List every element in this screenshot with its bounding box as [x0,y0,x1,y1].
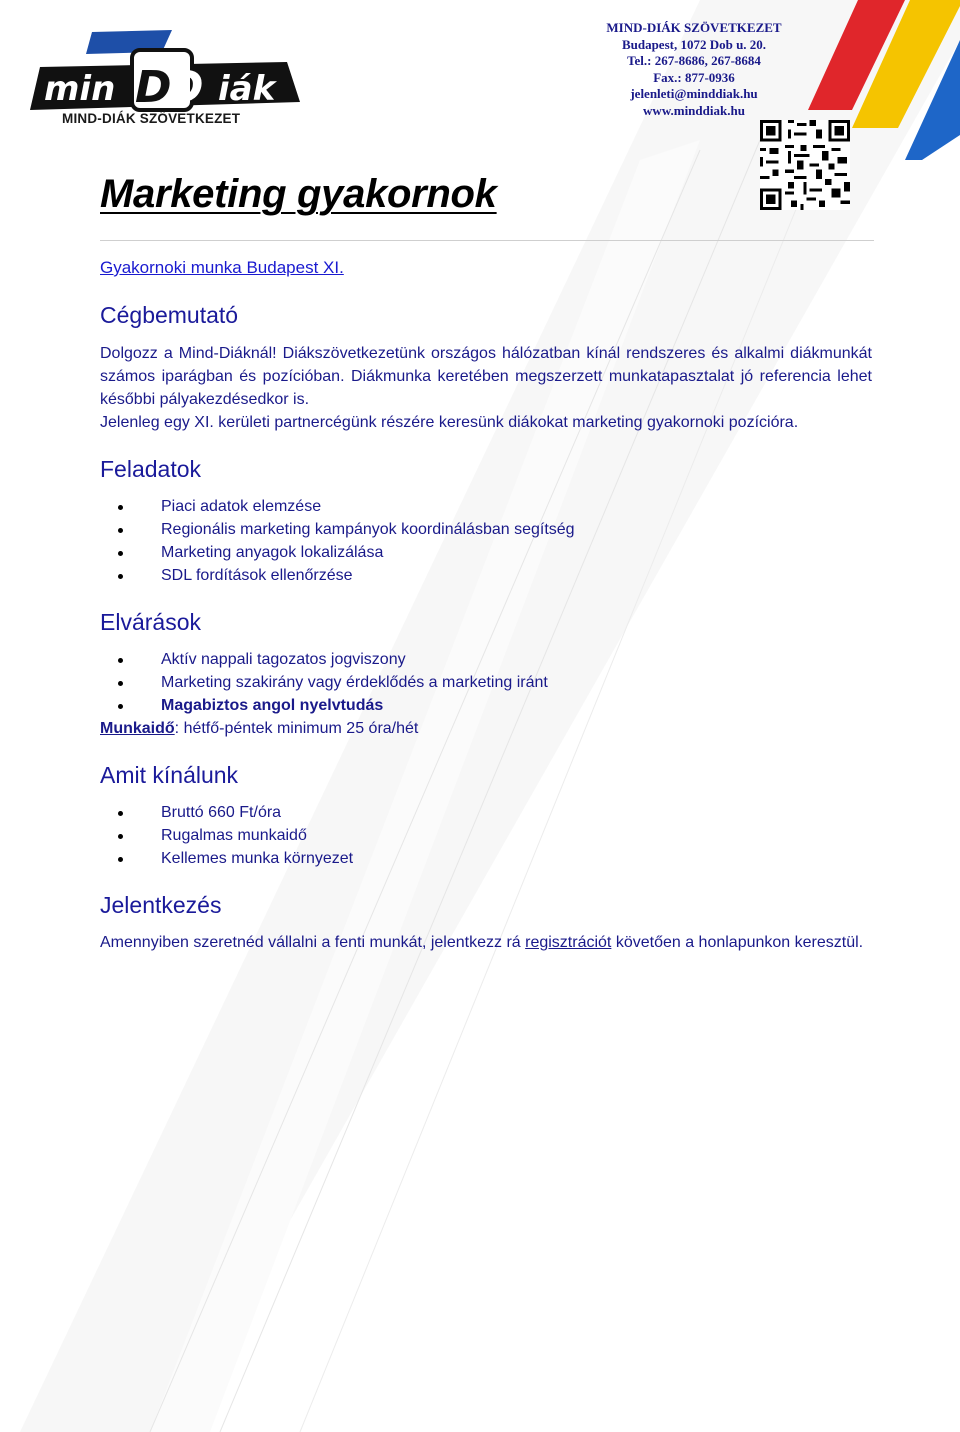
list-item: SDL fordítások ellenőrzése [100,564,575,587]
list-item: Kellemes munka környezet [100,847,353,870]
qr-code-icon [760,120,850,210]
list-item: Marketing szakirány vagy érdeklődés a marketing iránt [100,671,548,694]
logo-subtitle: MIND-DIÁK SZÖVETKEZET [62,111,241,126]
section-heading-company: Cégbemutató [100,302,239,328]
list-item: Aktív nappali tagozatos jogviszony [100,648,548,671]
contact-block [584,20,804,120]
list-item: Piaci adatok elemzése [100,495,575,518]
contact-fax: Fax.: 877-0936 [653,69,735,85]
worktime-value: : hétfő-péntek minimum 25 óra/hét [174,720,419,737]
list-item: Bruttó 660 Ft/óra [100,801,353,824]
company-text-1: Dolgozz a Mind-Diáknál! Diákszövetkezetünk országos hálózatban kínál rendszeres és alkalmi diákmunkát számos iparágban és pozícióban. Diákmunka keretében megszerzett munkatapasztalat jó referencia lehet későbbi pályakezdésedkor is. [100,345,872,408]
apply-text [100,931,872,954]
list-item: Rugalmas munkaidő [100,824,353,847]
title-divider [100,240,874,241]
company-text-2: Jelenleg egy XI. kerületi partnercégünk részére keresünk diákokat marketing gyakornoki pozícióra. [100,414,799,431]
contact-address: Budapest, 1072 Dob u. 20. [621,36,767,52]
section-heading-tasks: Feladatok [100,456,202,482]
registration-link[interactable]: regisztrációt [525,934,612,951]
requirements-list [100,648,548,717]
apply-text-before: Amennyiben szeretnéd vállalni a fenti munkát, jelentkezz rá [100,934,526,951]
list-item: Marketing anyagok lokalizálása [100,541,575,564]
contact-website[interactable]: www.minddiak.hu [643,102,745,118]
contact-email[interactable]: jelenleti@minddiak.hu [630,86,758,102]
section-heading-apply: Jelentkezés [100,892,222,918]
worktime-label: Munkaidő [100,720,175,737]
section-heading-requirements: Elvárások [100,609,201,635]
contact-phone: Tel.: 267-8686, 267-8684 [627,53,761,69]
job-location-link[interactable]: Gyakornoki munka Budapest XI. [100,258,344,277]
svg-text:D: D [167,62,204,113]
page-title: Marketing gyakornok [100,172,497,216]
list-item: Magabiztos angol nyelvtudás [100,694,548,717]
svg-text:min: min [44,69,116,109]
list-item: Regionális marketing kampányok koordinálásban segítség [100,518,575,541]
svg-text:iák: iák [218,69,276,109]
company-description [100,342,872,434]
svg-text:D: D [135,62,172,113]
tasks-list [100,495,575,587]
section-heading-offer: Amit kínálunk [100,762,239,788]
offer-list [100,801,353,870]
contact-company: MIND-DIÁK SZÖVETKEZET [606,20,782,35]
worktime-line [100,717,418,740]
apply-text-after: követően a honlapunkon keresztül. [611,934,864,951]
